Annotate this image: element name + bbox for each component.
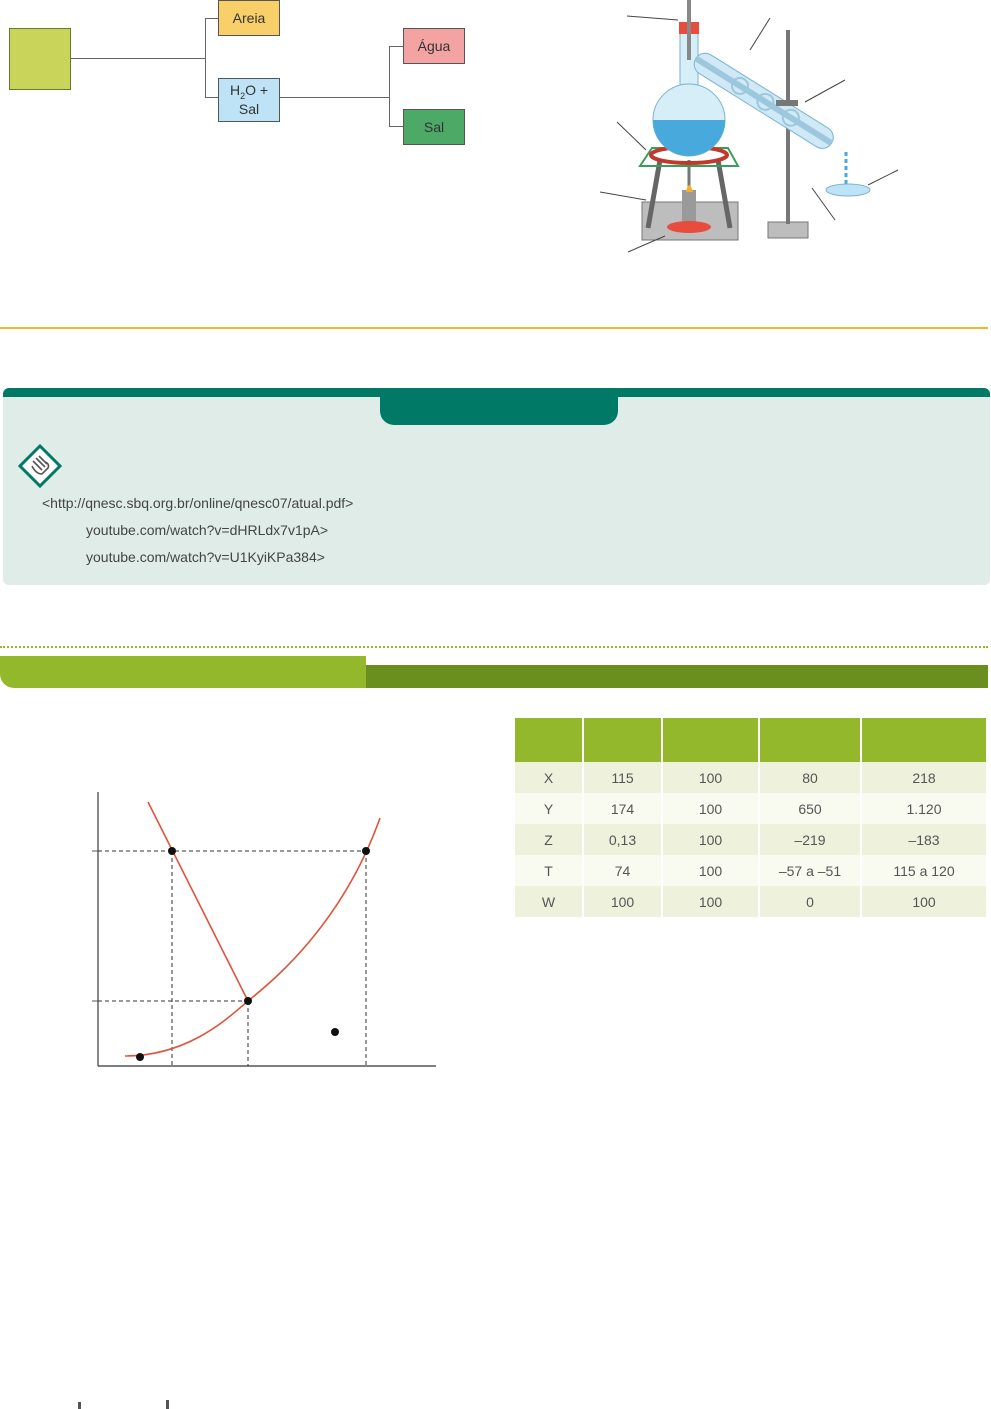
h-symbol: H xyxy=(229,81,241,98)
connector xyxy=(389,46,403,47)
table-cell: –57 a –51 xyxy=(760,855,860,886)
orange-divider xyxy=(0,327,988,329)
table-cell: 174 xyxy=(584,793,661,824)
properties-table-wrap xyxy=(513,718,988,917)
table-cell: 100 xyxy=(663,855,758,886)
water-salt-box xyxy=(218,78,280,122)
vaporization-curve xyxy=(125,818,380,1056)
point-isolated xyxy=(331,1028,339,1036)
table-cell: Y xyxy=(515,793,582,824)
connector xyxy=(71,58,206,59)
phase-graph xyxy=(80,780,450,1080)
connector xyxy=(205,18,218,19)
connector xyxy=(205,97,218,98)
fusion-curve xyxy=(148,802,248,1001)
table-cell: 0 xyxy=(760,886,860,917)
table-cell: X xyxy=(515,762,582,793)
table-cell: 100 xyxy=(663,824,758,855)
table-cell: –219 xyxy=(760,824,860,855)
hand-pointer-icon xyxy=(18,444,62,488)
table-cell: 100 xyxy=(862,886,986,917)
links-list xyxy=(42,490,353,571)
section-header-tab xyxy=(0,656,366,688)
panel-title-tab xyxy=(380,388,618,425)
table-cell: 100 xyxy=(584,886,661,917)
point-triple xyxy=(244,997,252,1005)
section-header-bar xyxy=(0,656,988,688)
connector xyxy=(280,97,390,98)
table-cell: 115 a 120 xyxy=(862,855,986,886)
table-row xyxy=(515,793,986,824)
point-fusion-top xyxy=(168,847,176,855)
agua-label: Água xyxy=(417,37,451,54)
connector xyxy=(389,126,403,127)
table-cell: 115 xyxy=(584,762,661,793)
table-cell: 1.120 xyxy=(862,793,986,824)
connector xyxy=(389,46,390,127)
table-cell: 218 xyxy=(862,762,986,793)
point-low xyxy=(136,1053,144,1061)
table-row xyxy=(515,855,986,886)
table-cell: W xyxy=(515,886,582,917)
dotted-divider xyxy=(0,646,988,648)
table-cell: 100 xyxy=(663,886,758,917)
areia-box xyxy=(218,0,280,36)
table-cell: 80 xyxy=(760,762,860,793)
table-cell: 0,13 xyxy=(584,824,661,855)
mixture-box xyxy=(9,28,71,90)
areia-label: Areia xyxy=(232,9,266,26)
table-cell: 100 xyxy=(663,793,758,824)
agua-box xyxy=(403,28,465,64)
subscript-2: 2 xyxy=(240,90,246,101)
link-youtube-2[interactable]: youtube.com/watch?v=U1KyiKPa384> xyxy=(86,549,325,565)
sal-box xyxy=(403,109,465,145)
bottom-mark xyxy=(78,1402,81,1409)
distillation-apparatus-illustration xyxy=(590,0,920,260)
table-cell: Z xyxy=(515,824,582,855)
water-salt-label xyxy=(230,82,268,118)
section-header-dark xyxy=(300,665,988,688)
table-cell: T xyxy=(515,855,582,886)
connector xyxy=(205,18,206,98)
o-plus: O + xyxy=(245,81,269,98)
bottom-mark xyxy=(166,1400,169,1409)
table-row xyxy=(515,824,986,855)
table-cell: 74 xyxy=(584,855,661,886)
table-header-row xyxy=(515,718,986,762)
link-youtube-1[interactable]: youtube.com/watch?v=dHRLdx7v1pA> xyxy=(86,522,329,538)
table-cell: 100 xyxy=(663,762,758,793)
table-row xyxy=(515,762,986,793)
table-row xyxy=(515,886,986,917)
link-qnesc[interactable]: <http://qnesc.sbq.org.br/online/qnesc07/atual.pdf> xyxy=(42,495,354,511)
table-cell: 650 xyxy=(760,793,860,824)
point-vapor-top xyxy=(362,847,370,855)
links-panel xyxy=(3,388,990,585)
properties-table xyxy=(513,718,988,917)
sal-line: Sal xyxy=(238,101,260,118)
sal-label: Sal xyxy=(423,118,445,135)
table-cell: –183 xyxy=(862,824,986,855)
